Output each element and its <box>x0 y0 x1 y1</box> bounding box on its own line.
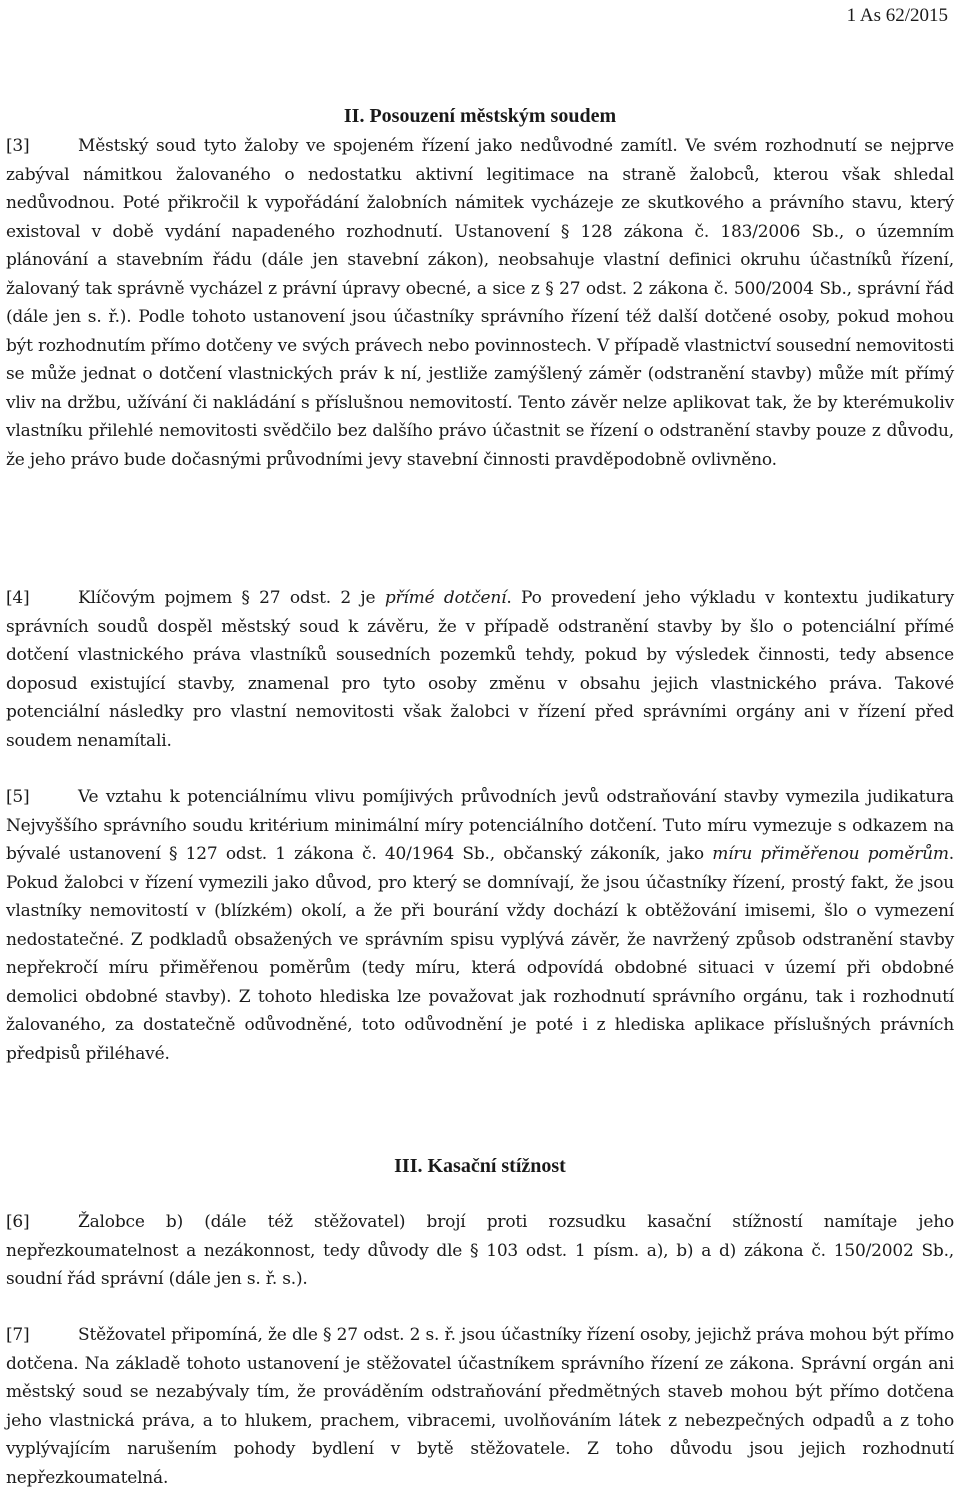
paragraph-text-continued: . Po provedení jeho výkladu v kontextu judikatury správních soudů dospěl městský soud k závěru, že v případě odstranění stavby by šlo o potenciální přímé dotčení vlastnického práva vlastníků sousedních pozemků tehdy, pokud by výsledek činnosti, tedy absence doposud existující stavby, znamenal pro tyto osoby změnu v obsahu jejich vlastnického práva. Takové potenciální následky pro vlastní nemovitosti však žalobci v řízení před správními orgány ani v řízení před soudem nenamítali. <box>6 588 954 751</box>
paragraph-text: Žalobce b) (dále též stěžovatel) brojí proti rozsudku kasační stížností namítaje jeho nepřezkoumatelnost a nezákonnost, tedy důvody dle § 103 odst. 1 písm. a), b) a d) zákona č. 150/2002 Sb., soudní řád správní (dále jen s. ř. s.). <box>6 1212 954 1289</box>
paragraph-number: [5] <box>6 787 30 807</box>
paragraph-number: [3] <box>6 136 30 156</box>
paragraph-text: Stěžovatel připomíná, že dle § 27 odst. 2 s. ř. jsou účastníky řízení osoby, jejichž práva mohou být přímo dotčena. Na základě tohoto ustanovení je stěžovatel účastníkem správního řízení ze zákona. Správní orgán ani městský soud se nezabývaly tím, že prováděním odstraňování předmětných staveb mohou být přímo dotčena jeho vlastnická práva, a to hlukem, prachem, vibracemi, uvolňováním látek z nebezpečných odpadů a z toho vyplývajícím narušením pohody bydlení v bytě stěžovatele. Z toho důvodu jsou jejich rozhodnutí nepřezkoumatelná. <box>6 1325 954 1488</box>
section-heading-iii: III. Kasační stížnost <box>394 1155 566 1177</box>
paragraph-text-continued: . Pokud žalobci v řízení vymezili jako důvod, pro který se domnívají, že jsou účastníky řízení, prostý fakt, že jsou vlastníky nemovitostí v (blízkém) okolí, a že při bourání vždy dochází k obtěžování imisemi, šlo o vymezení nedostatečné. Z podkladů obsažených ve správním spisu vyplývá závěr, že navržený způsob odstranění stavby nepřekročí míru přiměřenou poměrům (tedy míru, která odpovídá obdobné situaci v území při obdobné demolici obdobné stavby). Z tohoto hlediska lze považovat jak rozhodnutí správního orgánu, tak i rozhodnutí žalovaného, za dostatečně odůvodněné, toto odůvodnění je poté i z hlediska aplikace příslušných právních předpisů přiléhavé. <box>6 844 955 1064</box>
paragraph-text: Městský soud tyto žaloby ve spojeném řízení jako nedůvodné zamítl. Ve svém rozhodnutí se nejprve zabýval námitkou žalovaného o nedostatku aktivní legitimace na straně žalobců, kterou však shledal nedůvodnou. Poté přikročil k vypořádání žalobních námitek vycházeje ze skutkového a právního stavu, který existoval v době vydání napadeného rozhodnutí. Ustanovení § 128 zákona č. 183/2006 Sb., o územním plánování a stavebním řádu (dále jen stavební zákon), neobsahuje vlastní definici okruhu účastníků řízení, žalovaný tak správně vycházel z právní úpravy obecné, a sice z § 27 odst. 2 zákona č. 500/2004 Sb., správní řád (dále jen s. ř.). Podle tohoto ustanovení jsou účastníky správního řízení též další dotčené osoby, pokud mohou být rozhodnutím přímo dotčeny ve svých právech nebo povinnostech. V případě vlastnictví sousední nemovitosti se může jednat o dotčení vlastnických práv k ní, jestliže zamýšlený záměr (odstranění stavby) může mít přímý vliv na držbu, užívání či nakládání s příslušnou nemovitostí. Tento závěr nelze aplikovat tak, že by kterémukoliv vlastníku přilehlé nemovitosti svědčilo bez dalšího právo účastnit se řízení o odstranění stavby pouze z důvodu, že jeho právo bude dočasnými průvodními jevy stavební činnosti pravděpodobně ovlivněno. <box>6 136 954 470</box>
paragraph-number: [4] <box>6 588 30 608</box>
emphasized-term: míru přiměřenou poměrům <box>712 844 949 864</box>
paragraph-4 <box>6 584 954 755</box>
paragraph-3 <box>6 132 954 474</box>
paragraph-5 <box>6 783 954 1068</box>
emphasized-term: přímé dotčení <box>384 588 507 608</box>
case-number: 1 As 62/2015 <box>846 5 948 26</box>
paragraph-number: [7] <box>6 1325 30 1345</box>
paragraph-text: Klíčovým pojmem § 27 odst. 2 je <box>78 588 385 608</box>
paragraph-7 <box>6 1321 954 1492</box>
paragraph-number: [6] <box>6 1212 30 1232</box>
paragraph-6 <box>6 1208 954 1294</box>
paragraph-text: Ve vztahu k potenciálnímu vlivu pomíjivých průvodních jevů odstraňování stavby vymezila judikatura Nejvyššího správního soudu kritérium minimální míry potenciálního dotčení. Tuto míru vymezuje s odkazem na bývalé ustanovení § 127 odst. 1 zákona č. 40/1964 Sb., občanský zákoník, jako <box>6 787 954 864</box>
section-heading-ii: II. Posouzení městským soudem <box>343 105 617 127</box>
